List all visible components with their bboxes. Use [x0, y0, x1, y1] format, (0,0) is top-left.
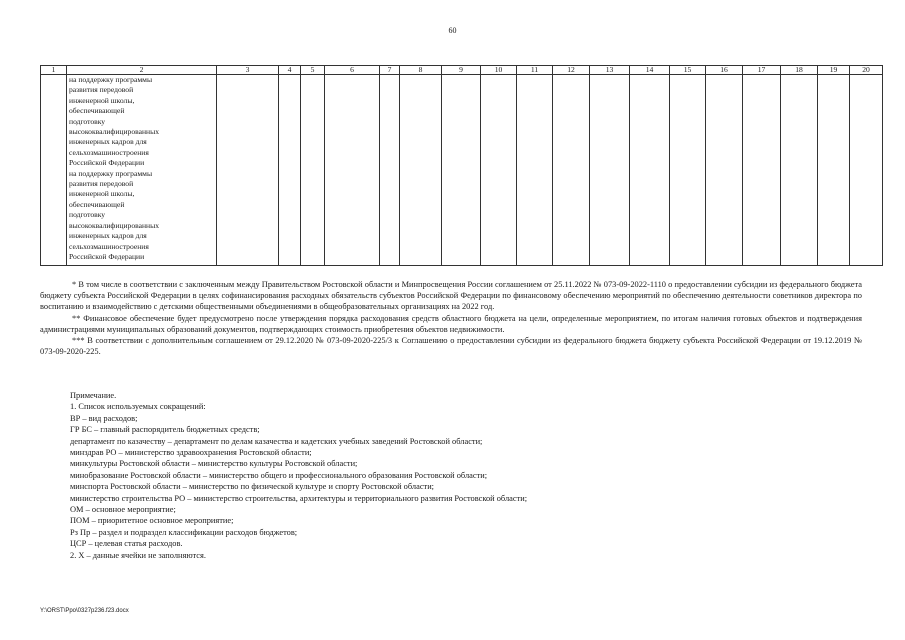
note-line: ГР БС – главный распорядитель бюджетных средств;	[70, 425, 260, 435]
row-description-line: обеспечивающей	[69, 106, 125, 116]
footnotes	[40, 279, 862, 357]
column-header-11: 11	[517, 66, 553, 75]
notes-title: Примечание.	[70, 391, 117, 400]
row-description-line: на поддержку программы	[69, 168, 153, 178]
row-description-line: подготовку	[69, 210, 106, 220]
row-description-line: развития передовой	[69, 179, 134, 189]
page-number: 60	[448, 26, 457, 35]
column-header-15: 15	[670, 66, 706, 75]
note-line: Рз Пр – раздел и подраздел классификации расходов бюджетов;	[70, 527, 298, 537]
note-line: ПОМ – приоритетное основное мероприятие;	[70, 516, 234, 526]
row-description-line: инженерных кадров для	[69, 231, 147, 241]
table-cell	[325, 75, 380, 266]
row-description-line: высококвалифицированных	[69, 220, 160, 230]
row-description-line: инженерной школы,	[69, 189, 135, 199]
table-cell	[850, 75, 883, 266]
table-cell	[553, 75, 590, 266]
table-header-row	[41, 66, 883, 75]
table-cell	[743, 75, 781, 266]
row-description-line: развития передовой	[69, 85, 134, 95]
file-path: Y:\ORST\Ppo\0327p236.f23.docx	[40, 608, 129, 614]
note-line: минобразование Ростовской области – министерство общего и профессионального образования Ростовской области;	[70, 470, 488, 480]
row-description-line: инженерной школы,	[69, 95, 135, 105]
table-cell	[279, 75, 301, 266]
column-header-1: 1	[41, 66, 67, 75]
table-row	[41, 75, 883, 266]
table-cell	[380, 75, 400, 266]
row-description-line: сельхозмашиностроения	[69, 241, 149, 251]
row-description-line: на поддержку программы	[69, 75, 153, 84]
row-description-line: Российской Федерации	[69, 158, 145, 168]
column-header-3: 3	[217, 66, 279, 75]
table-cell	[481, 75, 517, 266]
note-line: 1. Список используемых сокращений:	[70, 402, 206, 412]
table-cell	[590, 75, 630, 266]
column-header-9: 9	[442, 66, 481, 75]
note-line: минздрав РО – министерство здравоохранения Ростовской области;	[70, 448, 312, 458]
column-header-5: 5	[301, 66, 325, 75]
table-cell	[41, 75, 67, 266]
column-header-17: 17	[743, 66, 781, 75]
note-line: минкультуры Ростовской области – министерство культуры Ростовской области;	[70, 459, 358, 469]
row-description-line: инженерных кадров для	[69, 137, 147, 147]
column-header-14: 14	[630, 66, 670, 75]
note-line: министерство строительства РО – министерство строительства, архитектуры и территориального развития Ростовской области;	[70, 493, 528, 503]
row-description-line: высококвалифицированных	[69, 127, 160, 137]
footnote-2: ** Финансовое обеспечение будет предусмотрено после утверждения порядка расходования средств областного бюджета на цели, определенные мероприятием, по итогам наличия готовых объектов и подтверждения администрациями муниципальных образований документов, подтверждающих стоимость приобретения объектов недвижимости.	[40, 313, 862, 334]
column-header-20: 20	[850, 66, 883, 75]
table-cell	[781, 75, 818, 266]
column-header-2: 2	[67, 66, 217, 75]
column-header-12: 12	[553, 66, 590, 75]
row-description-line: Российской Федерации	[69, 251, 145, 261]
column-header-7: 7	[380, 66, 400, 75]
table-cell	[400, 75, 442, 266]
note-line: ЦСР – целевая статья расходов.	[70, 539, 183, 549]
table-cell	[630, 75, 670, 266]
row-description-line: сельхозмашиностроения	[69, 147, 149, 157]
row-description-line: подготовку	[69, 116, 106, 126]
table-cell	[517, 75, 553, 266]
table-cell	[301, 75, 325, 266]
budget-table	[40, 65, 883, 266]
column-header-10: 10	[481, 66, 517, 75]
table-cell	[217, 75, 279, 266]
row-description-line: обеспечивающей	[69, 199, 125, 209]
column-header-13: 13	[590, 66, 630, 75]
column-header-19: 19	[818, 66, 850, 75]
note-line: 2. Х – данные ячейки не заполняются.	[70, 550, 206, 560]
footnote-1: * В том числе в соответствии с заключенным между Правительством Ростовской области и Минпросвещения России соглашением от 25.11.2022 № 073-09-2022-1110 о предоставлении субсидии из федерального бюджета бюджету субъекта Российской Федерации в целях софинансирования расходных обязательств субъектов Российской Федерации по финансовому обеспечению мероприятий по обеспечению деятельности советников директора по воспитанию и взаимодействию с детскими общественными объединениями в общеобразовательных организациях на 2022 год.	[40, 280, 862, 312]
table-cell	[818, 75, 850, 266]
column-header-18: 18	[781, 66, 818, 75]
column-header-16: 16	[706, 66, 743, 75]
footnote-3: *** В соответствии с дополнительным соглашением от 29.12.2020 № 073-09-2020-225/3 к Соглашению о предоставлении субсидии из федерального бюджета бюджету субъекта Российской Федерации от 19.12.2019 № 073-09-2020-225.	[40, 336, 862, 357]
table-cell	[706, 75, 743, 266]
notes-section	[70, 390, 830, 561]
note-line: департамент по казачеству – департамент по делам казачества и кадетских учебных заведений Ростовской области;	[70, 436, 483, 446]
row-description-cell	[67, 75, 217, 266]
note-line: минспорта Ростовской области – министерство по физической культуре и спорту Ростовской области;	[70, 482, 435, 492]
note-line: ОМ – основное мероприятие;	[70, 505, 176, 515]
column-header-4: 4	[279, 66, 301, 75]
column-header-8: 8	[400, 66, 442, 75]
table-cell	[442, 75, 481, 266]
column-header-6: 6	[325, 66, 380, 75]
note-line: ВР – вид расходов;	[70, 413, 138, 423]
table-cell	[670, 75, 706, 266]
